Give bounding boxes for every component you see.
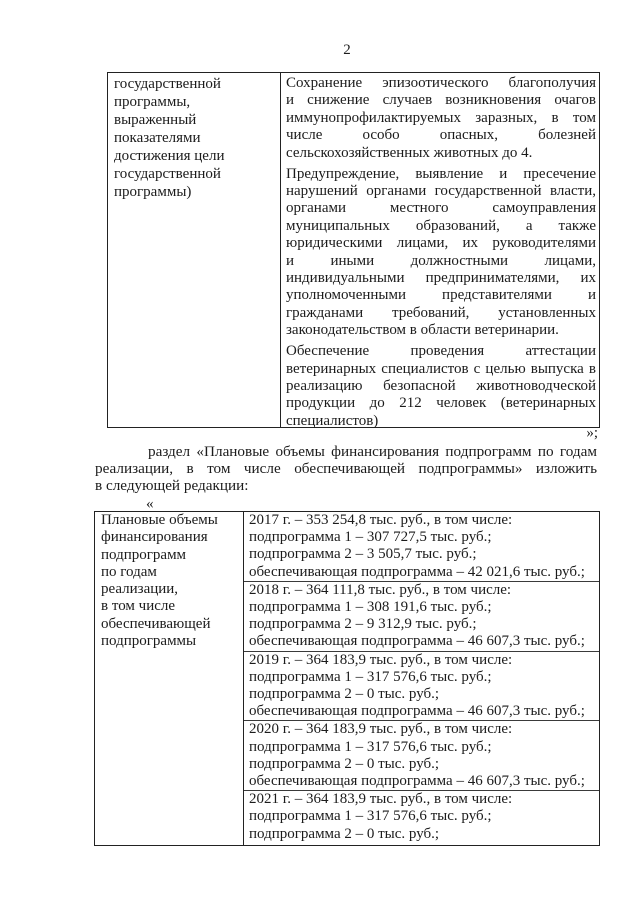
text-line: обеспечивающей	[101, 615, 211, 632]
text-line: 2019 г. – 364 183,9 тыс. руб., в том числе:	[249, 651, 513, 668]
text-line: муниципальных образований, а также	[286, 217, 596, 234]
text-line: подпрограмма 2 – 3 505,7 тыс. руб.;	[249, 546, 477, 563]
indicator-paragraph	[286, 75, 596, 162]
text-line: законодательством в области ветеринарии.	[286, 322, 559, 339]
text-line: государственной	[114, 166, 221, 182]
funding-table-label-cell	[95, 512, 244, 845]
text-line: органами местного самоуправления	[286, 200, 596, 217]
indicator-paragraph	[286, 166, 596, 340]
funding-year-group	[244, 581, 599, 651]
text-line: по годам	[101, 563, 157, 580]
text-line: и снижение случаев возникновения очагов	[286, 92, 596, 109]
text-line: обеспечивающая подпрограмма – 46 607,3 тыс. руб.;	[249, 773, 585, 790]
text-line: реализации, в том числе обеспечивающей подпрограммы» изложить	[95, 460, 597, 477]
text-line: продукции до 212 человек (ветеринарных	[286, 395, 596, 412]
goals-table-indicators-cell	[281, 73, 599, 427]
text-line: реализации,	[101, 581, 179, 598]
text-line: иммунопрофилактируемых заразных, в том	[286, 109, 596, 126]
opening-quote: «	[146, 495, 154, 512]
text-line: числе особо опасных, болезней	[286, 127, 596, 144]
indicator-paragraph	[286, 343, 596, 430]
funding-table-values-cell	[244, 512, 599, 845]
text-line: подпрограмма 2 – 0 тыс. руб.;	[249, 825, 440, 842]
text-line: Предупреждение, выявление и пресечение	[286, 165, 596, 182]
text-line: в том числе	[101, 598, 176, 615]
text-line: обеспечивающая подпрограмма – 42 021,6 тыс. руб.;	[249, 563, 585, 580]
funding-year-group	[244, 790, 599, 843]
goals-table	[107, 72, 600, 428]
text-line: специалистов)	[286, 412, 379, 429]
text-line: 2018 г. – 364 111,8 тыс. руб., в том числе:	[249, 581, 512, 598]
amendment-paragraph	[95, 443, 597, 494]
text-line: финансирования	[101, 529, 208, 546]
text-line: Обеспечение проведения аттестации	[286, 343, 596, 360]
text-line: государственной	[114, 76, 221, 92]
text-line: раздел «Плановые объемы финансирования подпрограмм по годам	[148, 443, 597, 460]
funding-table	[94, 511, 600, 846]
closing-quote: »;	[586, 425, 598, 441]
text-line: подпрограмма 2 – 0 тыс. руб.;	[249, 686, 440, 703]
text-line: обеспечивающая подпрограмма – 46 607,3 тыс. руб.;	[249, 633, 585, 650]
text-line: индивидуальными предпринимателями, их	[286, 269, 596, 286]
text-line: и иными должностными лицами,	[286, 252, 596, 269]
text-line: обеспечивающая подпрограмма – 46 607,3 тыс. руб.;	[249, 703, 585, 720]
text-line: программы)	[114, 184, 192, 200]
text-line: юридическими лицами, их руководителями	[286, 235, 596, 252]
text-line: подпрограмма 2 – 9 312,9 тыс. руб.;	[249, 616, 477, 633]
text-line: подпрограмма 1 – 307 727,5 тыс. руб.;	[249, 529, 492, 546]
text-line: подпрограмма 1 – 308 191,6 тыс. руб.;	[249, 599, 492, 616]
text-line: выраженный	[114, 112, 197, 128]
text-line: подпрограмма 1 – 317 576,6 тыс. руб.;	[249, 808, 492, 825]
text-line: показателями	[114, 130, 201, 146]
text-line: ветеринарных специалистов с целью выпуска в	[286, 360, 596, 377]
text-line: уполномоченными представителями и	[286, 287, 596, 304]
text-line: нарушений органами государственной власти,	[286, 182, 596, 199]
text-line: реализацию безопасной животноводческой	[286, 377, 596, 394]
goals-table-criteria-cell	[108, 73, 281, 427]
text-line: 2017 г. – 353 254,8 тыс. руб., в том числе:	[249, 512, 513, 528]
text-line: 2021 г. – 364 183,9 тыс. руб., в том числе:	[249, 791, 513, 808]
text-line: гражданами требований, установленных	[286, 304, 596, 321]
text-line: подпрограмма 2 – 0 тыс. руб.;	[249, 755, 440, 772]
text-line: сельскохозяйственных животных до 4.	[286, 144, 533, 161]
funding-year-group	[244, 651, 599, 721]
page-number: 2	[343, 42, 351, 58]
text-line: подпрограмма 1 – 317 576,6 тыс. руб.;	[249, 738, 492, 755]
text-line: Сохранение эпизоотического благополучия	[286, 75, 596, 91]
text-line: Плановые объемы	[101, 512, 218, 528]
funding-year-group	[244, 720, 599, 790]
text-line: в следующей редакции:	[95, 477, 249, 494]
text-line: программы,	[114, 94, 191, 110]
text-line: 2020 г. – 364 183,9 тыс. руб., в том числе:	[249, 721, 513, 738]
text-line: подпрограммы	[101, 633, 197, 650]
funding-year-group	[249, 512, 596, 581]
text-line: достижения цели	[114, 148, 225, 164]
text-line: подпрограмма 1 – 317 576,6 тыс. руб.;	[249, 668, 492, 685]
text-line: подпрограмм	[101, 546, 187, 563]
